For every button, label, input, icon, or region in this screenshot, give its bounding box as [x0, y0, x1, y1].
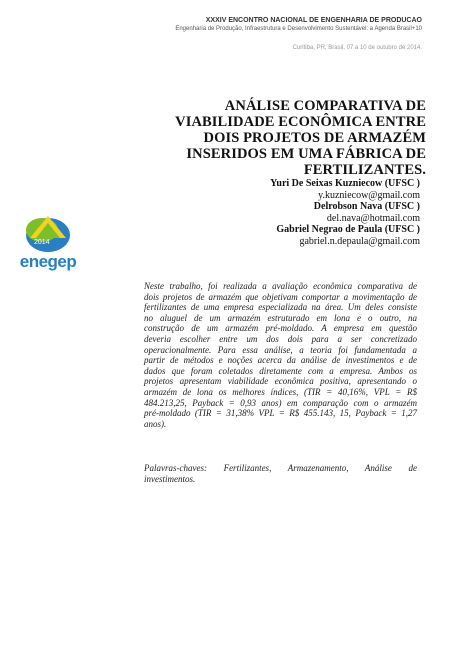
- conference-location-date: Curitiba, PR, Brasil, 07 a 10 de outubro de 2014.: [292, 45, 422, 51]
- abstract-line: partir de métodos e noções acerca da análise de investimentos e de: [144, 355, 417, 366]
- author-email: del.nava@hotmail.com: [326, 212, 420, 224]
- author-list: [270, 178, 420, 247]
- title-line: VIABILIDADE ECONÔMICA ENTRE: [175, 114, 426, 130]
- author-email: y.kuzniecow@gmail.com: [318, 189, 420, 201]
- abstract-line: fertilizantes de uma empresa especializada na área. Um deles consiste: [144, 302, 417, 313]
- abstract-line: construção de um armazém pré-moldado. A empresa em questão: [144, 323, 417, 334]
- keywords-line: investimentos.: [144, 473, 196, 484]
- abstract-line: 484.213,25, Payback = 0,93 anos) em comparação com o armazém: [144, 397, 417, 408]
- title-line: ANÁLISE COMPARATIVA DE: [224, 98, 426, 114]
- abstract-line: dois projetos de armazém que objetivam comportar a movimentação de: [144, 291, 417, 302]
- title-line: INSERIDOS EM UMA FÁBRICA DE: [186, 146, 426, 162]
- title-line: FERTILIZANTES.: [303, 162, 426, 178]
- paper-title: [106, 98, 426, 178]
- abstract-line: projetos apresentam viabilidade econômica positiva, apresentando o: [144, 376, 417, 387]
- author-name: Yuri De Seixas Kuzniecow (UFSC ): [270, 178, 420, 189]
- conference-subtitle: Engenharia de Produção, Infraestrutura e Desenvolvimento Sustentável: a Agenda Brasil+10: [175, 26, 422, 32]
- abstract-line: deveria escolher entre um dos dois para a ser concretizado: [144, 333, 417, 344]
- logo-year: 2014: [34, 239, 50, 246]
- conference-header: [175, 16, 422, 53]
- author-email: gabriel.n.depaula@gmail.com: [299, 235, 420, 247]
- abstract-line: Neste trabalho, foi realizada a avaliação econômica comparativa de: [144, 281, 417, 291]
- abstract-line: anos).: [144, 418, 167, 429]
- enegep-logo: [8, 208, 88, 276]
- conference-title: XXXIV ENCONTRO NACIONAL DE ENGENHARIA DE PRODUCAO: [205, 17, 422, 24]
- keywords: [144, 463, 417, 484]
- abstract-line: dados que foram coletados diretamente com a empresa. Ambos os: [144, 365, 417, 376]
- abstract-line: operacionalmente. Para essa análise, a teoria foi fundamentada a: [144, 344, 417, 355]
- author-name: Gabriel Negrao de Paula (UFSC ): [276, 224, 420, 235]
- title-line: DOIS PROJETOS DE ARMAZÉM: [203, 130, 426, 146]
- logo-text: enegep: [19, 252, 77, 271]
- abstract-line: pré-moldado (TIR = 31,38% VPL = R$ 455.143, 15, Payback = 1,27: [144, 408, 417, 419]
- author-name: Delrobson Nava (UFSC ): [313, 201, 420, 212]
- abstract: [144, 281, 417, 429]
- abstract-line: armazém de lona os melhores índices, (TIR = 40,16%, VPL = R$: [144, 386, 417, 397]
- abstract-line: no aluguel de um armazém estruturado em lona e o outro, na: [144, 312, 417, 323]
- keywords-line: Palavras-chaves: Fertilizantes, Armazenamento, Análise de: [144, 463, 417, 473]
- enegep-logo-mark: [8, 208, 88, 258]
